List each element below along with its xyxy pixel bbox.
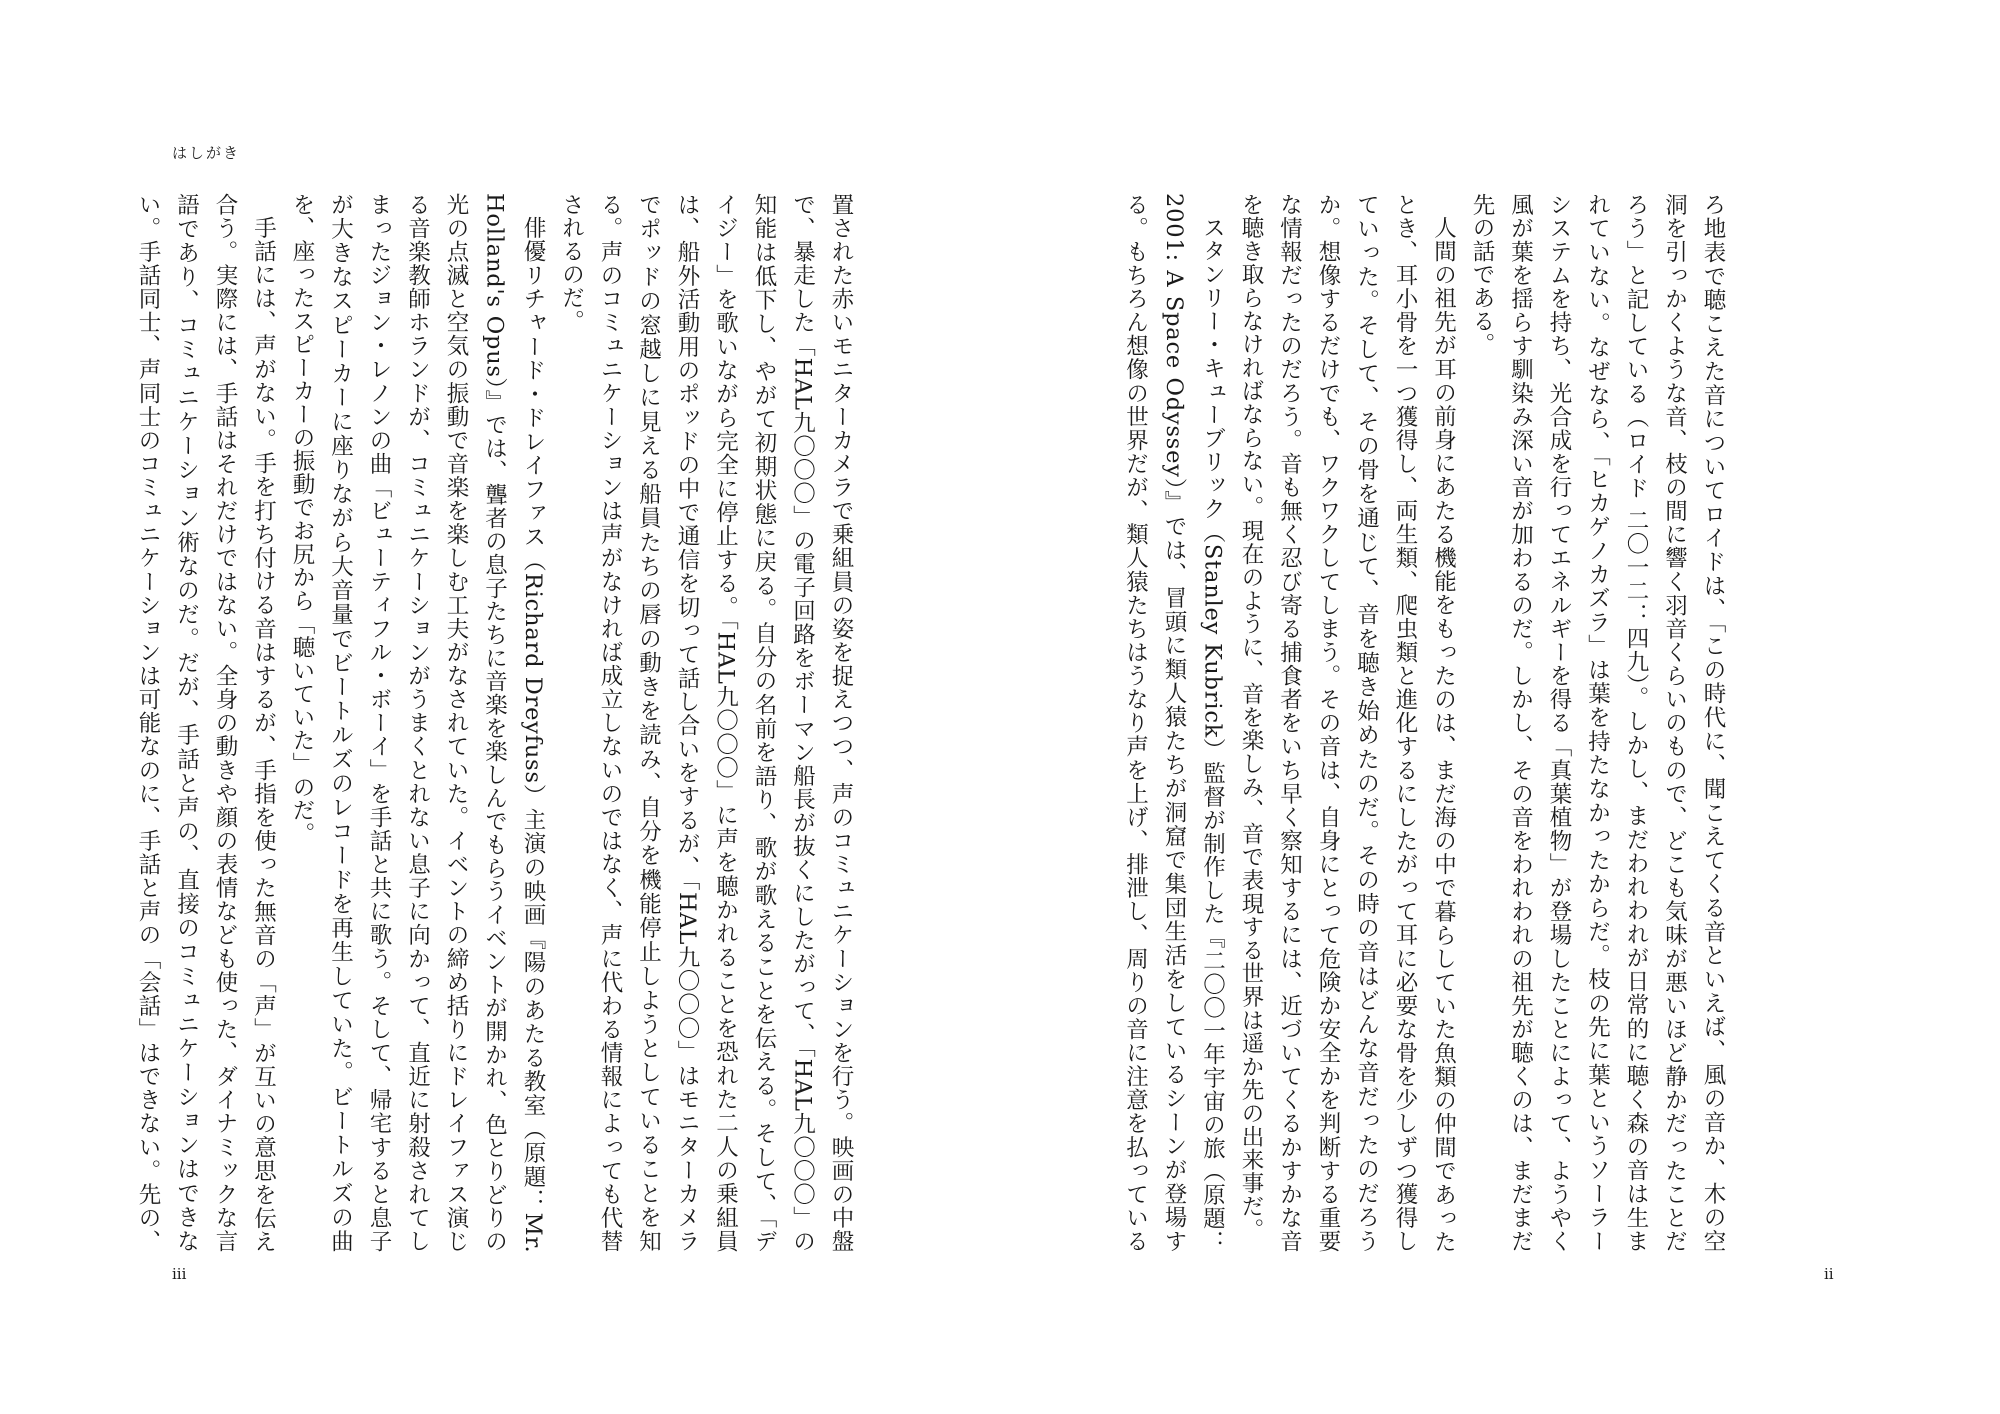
paragraph: ろ地表で聴こえた音についてロイドは、「この時代に、聞こえてくる音といえば、風の音か、木の空洞を引っかくような音、枝の間に響く羽音くらいのもので、どこも気味が悪いほど静かだったことだろう」と記している（ロイド 二〇一二：四九）。しかし、まだわれわれが日常的に聴く森の音は生まれていない。なぜなら、「ヒカゲノカズラ」は葉を持たなかったからだ。枝の先に葉というソーラーシステムを持ち、光合成を行ってエネルギーを得る「真葉植物」が登場したことによって、ようやく風が葉を揺らす馴染み深い音が加わるのだ。しかし、その音をわれわれの祖先が聴くのは、まだまだ先の話である。	[1469, 193, 1726, 1253]
page-number-right: ii	[1824, 1265, 1834, 1283]
paragraph: 人間の祖先が耳の前身にあたる機能をもったのは、まだ海の中で暮らしていた魚類の仲間であったとき、耳小骨を一つ獲得し、両生類、爬虫類と進化するにしたがって耳に必要な骨を少しずつ獲得していった。そして、その骨を通じて、音を聴き始めたのだ。その時の音はどんな音だったのだろうか。想像するだけでも、ワクワクしてしまう。その音は、自身にとって危険か安全かを判断する重要な情報だったのだろう。音も無く忍び寄る捕食者をいち早く察知するには、近づいてくるかすかな音を聴き取らなければならない。現在のように、音を楽しみ、音で表現する世界は遥か先の出来事だ。	[1238, 193, 1457, 1253]
right-page-text	[1120, 193, 1732, 1253]
paragraph: スタンリー・キューブリック（Stanley Kubrick）監督が制作した『二〇〇一年宇宙の旅（原題：2001: A Space Odyssey）』では、冒頭に類人猿たちが洞窟で集団生活をしているシーンが登場する。もちろん想像の世界だが、類人猿たちはうなり声を上げ、排泄し、周りの音に注意を払っている	[1122, 193, 1226, 1253]
paragraph: 俳優リチャード・ドレイファス（Richard Dreyfuss）主演の映画『陽のあたる教室（原題：Mr. Holland's Opus）』では、聾者の息子たちに音楽を楽しんでもらうイベントが開かれ、色とりどりの光の点滅と空気の振動で音楽を楽しむ工夫がなされていた。イベントの締め括りにドレイファス演じる音楽教師ホランドが、コミュニケーションがうまくとれない息子に向かって、直近に射殺されてしまったジョン・レノンの曲「ビューティフル・ボーイ」を手話と共に歌う。そして、帰宅すると息子が大きなスピーカーに座りながら大音量でビートルズのレコードを再生していた。ビートルズの曲を、座ったスピーカーの振動でお尻から「聴いていた」のだ。	[289, 193, 546, 1253]
page-number-left: iii	[172, 1265, 187, 1283]
running-head: はしがき	[172, 144, 241, 162]
left-page-text	[132, 193, 860, 1253]
paragraph: 置された赤いモニターカメラで乗組員の姿を捉えつつ、声のコミュニケーションを行う。映画の中盤で、暴走した「HAL九〇〇〇」の電子回路をボーマン船長が抜くにしたがって、「HAL九〇〇〇」の知能は低下し、やがて初期状態に戻る。自分の名前を語り、歌が歌えることを伝える。そして、「デイジー」を歌いながら完全に停止する。「HAL九〇〇〇」に声を聴かれることを恐れた二人の乗組員は、船外活動用のポッドの中で通信を切って話し合いをするが、「HAL九〇〇〇」はモニターカメラでポッドの窓越しに見える船員たちの唇の動きを読み、自分を機能停止しようとしていることを知る。声のコミュニケーションは声がなければ成立しないのではなく、声に代わる情報によっても代替されるのだ。	[558, 193, 854, 1253]
paragraph: 手話には、声がない。手を打ち付ける音はするが、手指を使った無音の「声」が互いの意思を伝え合う。実際には、手話はそれだけではない。全身の動きや顔の表情なども使った、ダイナミックな言語であり、コミュニケーション術なのだ。だが、手話と声の、直接のコミュニケーションはできない。手話同士、声同士のコミュニケーションは可能なのに、手話と声の「会話」はできない。先の、	[135, 193, 277, 1253]
